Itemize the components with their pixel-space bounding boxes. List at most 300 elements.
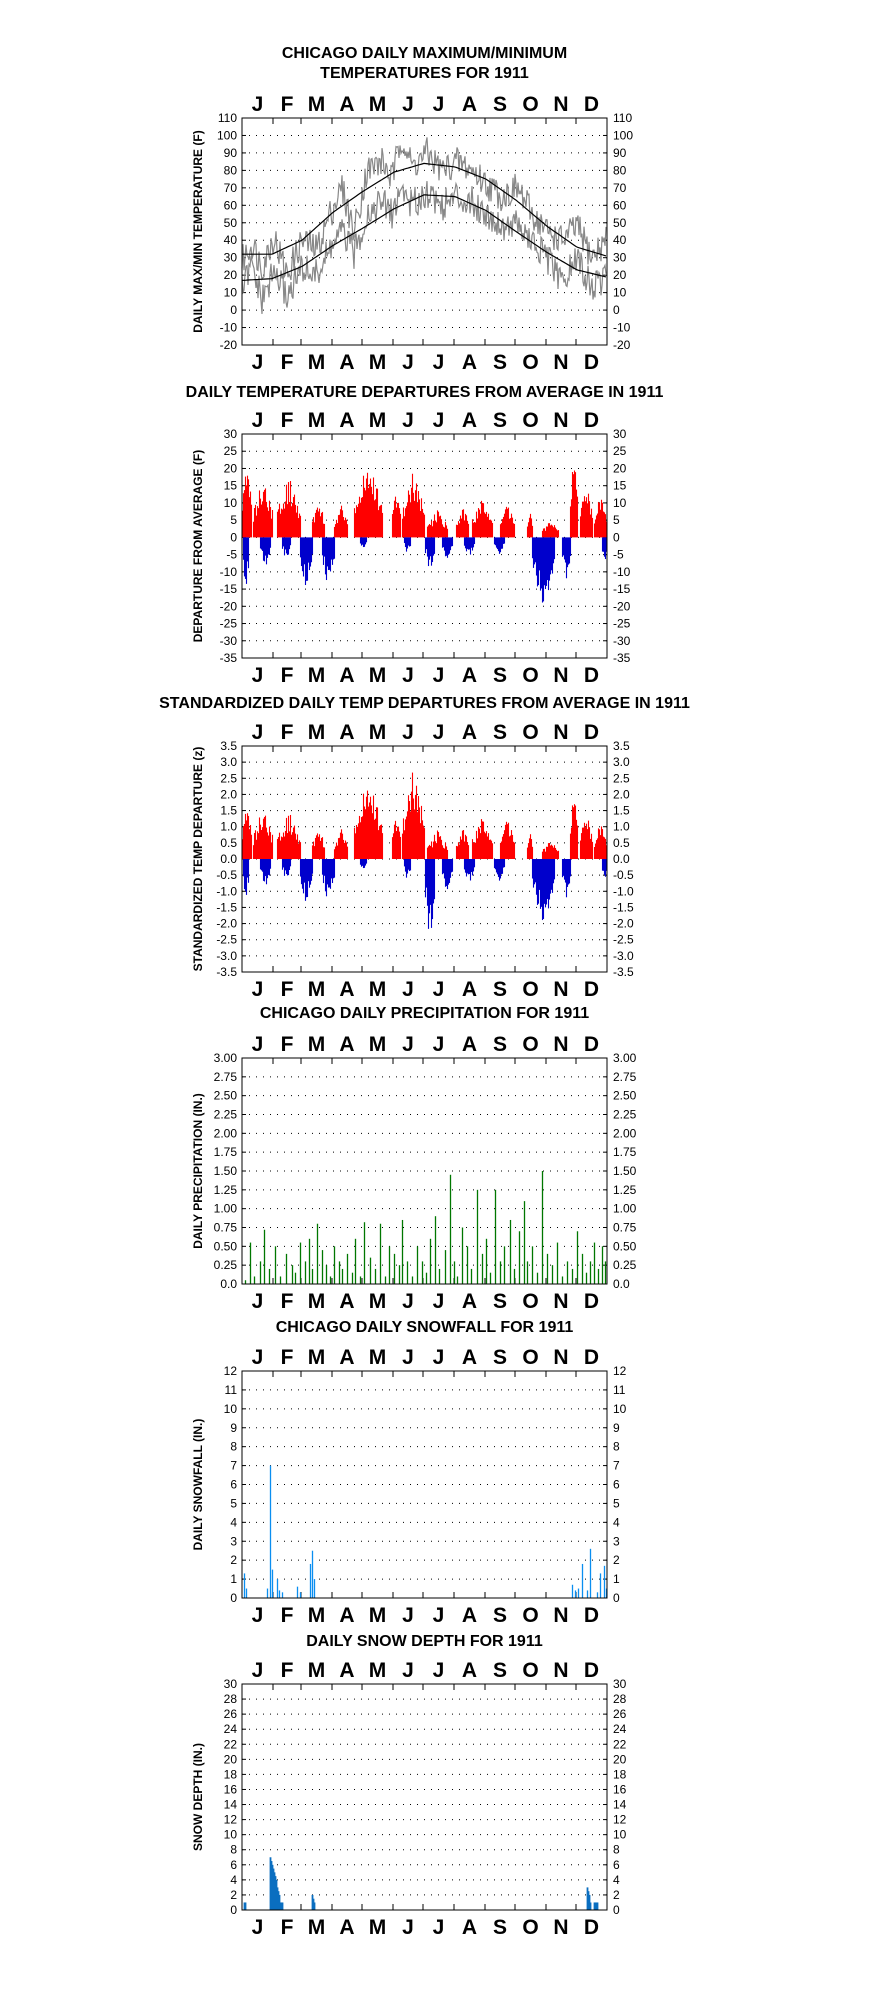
month-label-bottom: J — [432, 978, 445, 1001]
y-tick-right: 11 — [613, 1382, 626, 1397]
month-label-top: D — [583, 1659, 600, 1682]
y-axis-label: DAILY MAX/MIN TEMPERATURE (F) — [191, 130, 205, 333]
y-tick-left: 15 — [223, 478, 237, 493]
y-tick-right: -20 — [613, 599, 631, 614]
chart-precip — [191, 1005, 637, 1313]
month-label-bottom: A — [339, 1290, 355, 1313]
month-label-top: J — [402, 721, 414, 744]
month-label-top: J — [432, 409, 445, 432]
y-tick-right: -10 — [613, 320, 631, 335]
y-tick-right: 2.5 — [613, 771, 630, 786]
y-tick-left: -2.0 — [216, 916, 237, 931]
month-label-top: S — [492, 93, 508, 116]
y-tick-left: 5 — [230, 1496, 237, 1511]
y-tick-right: 10 — [613, 285, 627, 300]
y-tick-right: 0.0 — [613, 1277, 630, 1291]
month-label-bottom: S — [492, 978, 508, 1001]
month-label-bottom: J — [402, 978, 414, 1001]
plot-frame — [242, 1684, 607, 1910]
y-tick-left: 8 — [230, 1842, 237, 1857]
month-label-bottom: J — [402, 351, 414, 374]
y-tick-left: 25 — [223, 444, 237, 459]
y-tick-left: 22 — [223, 1737, 237, 1752]
y-tick-left: 1.50 — [213, 1164, 237, 1178]
month-label-top: S — [492, 1659, 508, 1682]
month-label-bottom: S — [492, 664, 508, 687]
y-tick-right: 0 — [613, 303, 620, 318]
y-tick-right: 0.0 — [613, 852, 630, 866]
y-tick-right: 110 — [613, 111, 633, 125]
y-tick-right: 16 — [613, 1782, 627, 1797]
month-label-top: J — [432, 93, 445, 116]
month-label-bottom: N — [553, 978, 569, 1001]
month-label-bottom: J — [251, 1916, 264, 1939]
y-tick-right: 5 — [613, 513, 620, 528]
month-label-top: A — [461, 1659, 478, 1682]
y-tick-left: -30 — [219, 633, 237, 648]
y-tick-right: 4 — [613, 1515, 620, 1530]
y-tick-right: 5 — [613, 1496, 620, 1511]
y-tick-right: 0 — [613, 1903, 620, 1917]
month-label-bottom: S — [492, 351, 508, 374]
y-tick-right: 80 — [613, 163, 627, 178]
y-tick-right: 0.50 — [613, 1239, 637, 1254]
y-tick-left: 4 — [230, 1872, 237, 1887]
y-tick-left: 30 — [223, 1677, 237, 1691]
month-label-bottom: J — [251, 664, 264, 687]
y-tick-right: 3.0 — [613, 755, 630, 770]
month-label-top: J — [432, 1033, 445, 1056]
month-label-top: O — [522, 93, 539, 116]
y-tick-left: -10 — [219, 564, 237, 579]
month-label-top: A — [339, 1346, 355, 1369]
y-tick-left: 1.75 — [213, 1145, 237, 1160]
chart-std — [159, 695, 690, 1001]
y-axis-label: SNOW DEPTH (IN.) — [191, 1743, 205, 1851]
chart-title: STANDARDIZED DAILY TEMP DEPARTURES FROM AVERAGE IN 1911 — [159, 695, 690, 712]
month-label-top: A — [461, 721, 478, 744]
y-tick-right: 2 — [613, 1887, 620, 1902]
y-tick-right: -1.0 — [613, 884, 634, 899]
month-label-bottom: M — [307, 664, 326, 687]
month-label-bottom: J — [432, 1916, 445, 1939]
month-label-bottom: M — [368, 1916, 387, 1939]
y-tick-left: 20 — [223, 268, 237, 283]
month-label-top: S — [492, 1033, 508, 1056]
month-label-bottom: J — [432, 664, 445, 687]
y-axis-label: DAILY SNOWFALL (IN.) — [191, 1418, 205, 1551]
y-tick-left: 2 — [230, 1553, 237, 1568]
month-label-bottom: J — [432, 1604, 445, 1627]
y-tick-left: 40 — [223, 233, 237, 248]
month-label-bottom: O — [522, 1290, 539, 1313]
month-label-top: A — [461, 1346, 478, 1369]
y-tick-right: 2.00 — [613, 1126, 637, 1141]
month-label-bottom: A — [339, 1916, 355, 1939]
y-tick-right: 0.75 — [613, 1220, 637, 1235]
y-tick-left: 2 — [230, 1887, 237, 1902]
y-tick-right: 2.50 — [613, 1088, 637, 1103]
month-label-top: J — [402, 409, 414, 432]
y-tick-left: -35 — [219, 651, 237, 665]
y-tick-left: 1.25 — [213, 1182, 237, 1197]
y-tick-right: -5 — [613, 547, 624, 562]
month-label-top: A — [339, 721, 355, 744]
y-tick-right: 1.00 — [613, 1201, 637, 1216]
y-tick-right: 4 — [613, 1872, 620, 1887]
month-label-bottom: N — [553, 351, 569, 374]
month-label-bottom: A — [461, 978, 478, 1001]
y-tick-right: 12 — [613, 1812, 627, 1827]
month-label-top: J — [251, 1033, 264, 1056]
month-label-bottom: J — [432, 351, 445, 374]
y-tick-left: 2.00 — [213, 1126, 237, 1141]
y-tick-right: -15 — [613, 582, 631, 597]
chart-dep — [186, 384, 664, 687]
month-label-bottom: O — [522, 664, 539, 687]
month-label-top: J — [402, 1346, 414, 1369]
month-label-bottom: M — [368, 978, 387, 1001]
month-label-top: F — [280, 1346, 294, 1369]
month-label-top: M — [307, 1033, 326, 1056]
y-tick-right: 1.5 — [613, 803, 630, 818]
month-label-bottom: A — [461, 1290, 478, 1313]
month-label-bottom: M — [307, 351, 326, 374]
month-label-bottom: F — [280, 978, 294, 1001]
month-label-bottom: D — [583, 1290, 600, 1313]
y-tick-right: -2.5 — [613, 932, 634, 947]
y-tick-right: 2.75 — [613, 1069, 637, 1084]
y-tick-left: 4 — [230, 1515, 237, 1530]
month-label-top: J — [402, 93, 414, 116]
y-tick-right: 40 — [613, 233, 627, 248]
y-tick-left: 80 — [223, 163, 237, 178]
month-label-bottom: A — [461, 1916, 478, 1939]
y-tick-left: 3 — [230, 1534, 237, 1549]
month-label-bottom: N — [553, 664, 569, 687]
y-tick-left: 50 — [223, 215, 237, 230]
month-label-top: M — [368, 409, 387, 432]
y-tick-right: -30 — [613, 633, 631, 648]
y-tick-left: 0.0 — [220, 1277, 237, 1291]
month-label-bottom: N — [553, 1290, 569, 1313]
y-tick-left: 2.5 — [220, 771, 237, 786]
month-label-top: D — [583, 721, 600, 744]
month-label-bottom: A — [461, 1604, 478, 1627]
chart-title: CHICAGO DAILY PRECIPITATION FOR 1911 — [259, 1005, 590, 1022]
y-tick-left: 70 — [223, 180, 237, 195]
y-tick-left: 10 — [223, 285, 237, 300]
month-label-bottom: N — [553, 1604, 569, 1627]
chart-title: DAILY TEMPERATURE DEPARTURES FROM AVERAGE IN 1911 — [185, 384, 664, 401]
month-label-top: M — [307, 93, 326, 116]
month-label-top: N — [553, 1659, 569, 1682]
month-label-bottom: N — [553, 1916, 569, 1939]
y-tick-left: -2.5 — [216, 932, 237, 947]
y-tick-left: 1.5 — [220, 803, 237, 818]
y-tick-left: 1.0 — [220, 819, 237, 834]
month-label-top: D — [583, 1346, 600, 1369]
month-label-top: D — [583, 409, 600, 432]
month-label-top: J — [402, 1033, 414, 1056]
month-label-bottom: O — [522, 978, 539, 1001]
y-tick-right: 15 — [613, 478, 627, 493]
y-tick-left: -3.0 — [216, 948, 237, 963]
month-label-bottom: M — [368, 351, 387, 374]
month-label-top: N — [553, 409, 569, 432]
y-tick-left: 20 — [223, 1752, 237, 1767]
y-tick-left: 10 — [223, 1401, 237, 1416]
month-label-top: A — [461, 1033, 478, 1056]
y-tick-right: 1.75 — [613, 1145, 637, 1160]
y-tick-right: 14 — [613, 1797, 627, 1812]
month-label-top: O — [522, 1346, 539, 1369]
month-label-bottom: F — [280, 1290, 294, 1313]
month-label-bottom: A — [339, 351, 355, 374]
month-label-top: J — [402, 1659, 414, 1682]
month-label-bottom: A — [461, 664, 478, 687]
y-tick-right: 100 — [613, 128, 634, 143]
y-axis-label: DEPARTURE FROM AVERAGE (F) — [191, 449, 205, 643]
month-label-bottom: D — [583, 978, 600, 1001]
month-label-top: N — [553, 93, 569, 116]
month-label-top: N — [553, 1033, 569, 1056]
chart-title: TEMPERATURES FOR 1911 — [320, 65, 529, 82]
month-label-top: A — [461, 409, 478, 432]
y-tick-left: -3.5 — [216, 965, 237, 979]
month-label-top: N — [553, 721, 569, 744]
y-tick-right: 26 — [613, 1707, 627, 1722]
month-label-top: O — [522, 409, 539, 432]
month-label-top: D — [583, 1033, 600, 1056]
month-label-top: J — [432, 1346, 445, 1369]
y-tick-left: 2.0 — [220, 787, 237, 802]
y-tick-right: 8 — [613, 1842, 620, 1857]
month-label-bottom: A — [339, 1604, 355, 1627]
month-label-top: F — [280, 1033, 294, 1056]
chart-temp — [191, 45, 633, 374]
y-tick-right: 10 — [613, 495, 627, 510]
month-label-bottom: F — [280, 1604, 294, 1627]
month-label-top: M — [307, 721, 326, 744]
y-tick-right: 8 — [613, 1439, 620, 1454]
y-tick-right: 20 — [613, 268, 627, 283]
series-line-normal-minimum — [242, 195, 606, 281]
month-label-bottom: A — [339, 664, 355, 687]
y-tick-left: -1.5 — [216, 900, 237, 915]
y-tick-right: 18 — [613, 1767, 627, 1782]
month-label-top: F — [280, 93, 294, 116]
y-tick-right: -20 — [613, 338, 631, 352]
month-label-bottom: S — [492, 1916, 508, 1939]
month-label-bottom: F — [280, 664, 294, 687]
y-tick-left: 0.0 — [220, 852, 237, 866]
month-label-bottom: D — [583, 1916, 600, 1939]
y-axis-label: DAILY PRECIPITATION (IN.) — [191, 1093, 205, 1249]
y-tick-left: 0.50 — [213, 1239, 237, 1254]
month-label-bottom: J — [402, 1604, 414, 1627]
y-tick-left: 3.0 — [220, 755, 237, 770]
month-label-bottom: J — [402, 664, 414, 687]
y-tick-left: -20 — [219, 599, 237, 614]
month-label-bottom: M — [307, 1290, 326, 1313]
month-label-top: O — [522, 1659, 539, 1682]
month-label-bottom: O — [522, 351, 539, 374]
y-tick-left: 26 — [223, 1707, 237, 1722]
chart-snow — [191, 1319, 627, 1627]
y-tick-right: 0.25 — [613, 1258, 637, 1273]
month-label-top: A — [461, 93, 478, 116]
y-tick-right: -0.5 — [613, 868, 634, 883]
y-tick-right: -2.0 — [613, 916, 634, 931]
y-tick-left: 1.00 — [213, 1201, 237, 1216]
month-label-top: F — [280, 409, 294, 432]
month-label-top: J — [432, 1659, 445, 1682]
chart-title: CHICAGO DAILY SNOWFALL FOR 1911 — [275, 1319, 574, 1336]
month-label-top: M — [307, 409, 326, 432]
y-tick-right: 30 — [613, 427, 627, 441]
y-tick-right: 28 — [613, 1692, 627, 1707]
month-label-top: N — [553, 1346, 569, 1369]
month-label-bottom: A — [461, 351, 478, 374]
month-label-top: J — [251, 1346, 264, 1369]
month-label-bottom: M — [307, 978, 326, 1001]
y-tick-right: 1.25 — [613, 1182, 637, 1197]
y-axis-label: STANDARDIZED TEMP DEPARTURE (z) — [191, 746, 205, 972]
month-label-bottom: S — [492, 1604, 508, 1627]
month-label-top: A — [339, 1659, 355, 1682]
month-label-bottom: F — [280, 1916, 294, 1939]
y-tick-left: 2.25 — [213, 1107, 237, 1122]
y-tick-right: 1.50 — [613, 1164, 637, 1178]
y-tick-left: 0 — [230, 303, 237, 318]
month-label-top: S — [492, 1346, 508, 1369]
y-tick-right: 2.25 — [613, 1107, 637, 1122]
y-tick-left: -25 — [219, 616, 237, 631]
month-label-bottom: D — [583, 1604, 600, 1627]
y-tick-right: 10 — [613, 1827, 627, 1842]
y-tick-left: -15 — [219, 582, 237, 597]
y-tick-left: -10 — [219, 320, 237, 335]
month-label-top: A — [339, 93, 355, 116]
month-label-top: O — [522, 721, 539, 744]
month-label-bottom: A — [339, 978, 355, 1001]
month-label-top: J — [251, 721, 264, 744]
month-label-bottom: D — [583, 351, 600, 374]
month-label-bottom: M — [368, 1290, 387, 1313]
y-tick-right: 6 — [613, 1477, 620, 1492]
y-tick-right: 10 — [613, 1401, 627, 1416]
y-tick-left: 3.00 — [213, 1051, 237, 1065]
y-tick-left: 11 — [224, 1382, 237, 1397]
y-tick-left: 3.5 — [220, 739, 237, 753]
month-label-bottom: M — [368, 664, 387, 687]
month-label-top: J — [251, 1659, 264, 1682]
y-tick-right: 50 — [613, 215, 627, 230]
y-tick-left: 110 — [217, 111, 237, 125]
y-tick-left: 0 — [230, 1591, 237, 1605]
y-tick-left: 28 — [223, 1692, 237, 1707]
y-tick-right: 0.5 — [613, 835, 630, 850]
y-tick-right: 90 — [613, 145, 627, 160]
month-label-bottom: J — [251, 1604, 264, 1627]
y-tick-left: 30 — [223, 250, 237, 265]
y-tick-left: -1.0 — [216, 884, 237, 899]
y-tick-right: -3.0 — [613, 948, 634, 963]
month-label-bottom: O — [522, 1604, 539, 1627]
y-tick-right: 3.5 — [613, 739, 630, 753]
month-label-bottom: J — [251, 351, 264, 374]
y-tick-left: 5 — [230, 513, 237, 528]
y-tick-right: 0 — [613, 530, 620, 545]
y-tick-left: 90 — [223, 145, 237, 160]
month-label-bottom: J — [251, 978, 264, 1001]
y-tick-right: 1.0 — [613, 819, 630, 834]
y-tick-left: -5 — [226, 547, 237, 562]
month-label-top: M — [307, 1659, 326, 1682]
month-label-top: M — [368, 93, 387, 116]
month-label-top: O — [522, 1033, 539, 1056]
y-tick-right: 7 — [613, 1458, 620, 1473]
y-tick-right: -35 — [613, 651, 631, 665]
month-label-bottom: S — [492, 1290, 508, 1313]
y-tick-left: 24 — [223, 1722, 237, 1737]
y-tick-right: 24 — [613, 1722, 627, 1737]
y-tick-right: 20 — [613, 461, 627, 476]
month-label-bottom: J — [402, 1290, 414, 1313]
month-label-bottom: O — [522, 1916, 539, 1939]
month-label-bottom: M — [368, 1604, 387, 1627]
y-tick-right: 1 — [613, 1572, 620, 1587]
y-tick-left: 2.75 — [213, 1069, 237, 1084]
y-tick-right: -25 — [613, 616, 631, 631]
chart-depth — [191, 1633, 627, 1939]
month-label-bottom: J — [432, 1290, 445, 1313]
y-tick-right: 30 — [613, 1677, 627, 1691]
month-label-bottom: M — [307, 1916, 326, 1939]
chart-title: CHICAGO DAILY MAXIMUM/MINIMUM — [281, 45, 568, 62]
y-tick-right: -10 — [613, 564, 631, 579]
y-tick-left: 12 — [223, 1812, 237, 1827]
month-label-top: M — [368, 721, 387, 744]
month-label-top: S — [492, 721, 508, 744]
y-tick-right: 60 — [613, 198, 627, 213]
y-tick-left: 6 — [230, 1477, 237, 1492]
month-label-bottom: F — [280, 351, 294, 374]
y-tick-right: 30 — [613, 250, 627, 265]
y-tick-left: 18 — [223, 1767, 237, 1782]
month-label-bottom: M — [307, 1604, 326, 1627]
y-tick-right: -3.5 — [613, 965, 634, 979]
y-tick-left: 9 — [230, 1420, 237, 1435]
y-tick-right: 6 — [613, 1857, 620, 1872]
month-label-top: M — [307, 1346, 326, 1369]
month-label-top: F — [280, 721, 294, 744]
month-label-top: F — [280, 1659, 294, 1682]
month-label-top: J — [432, 721, 445, 744]
y-tick-left: 12 — [223, 1364, 237, 1378]
y-tick-right: 9 — [613, 1420, 620, 1435]
month-label-bottom: J — [402, 1916, 414, 1939]
month-label-top: M — [368, 1659, 387, 1682]
month-label-top: A — [339, 409, 355, 432]
y-tick-left: 30 — [223, 427, 237, 441]
y-tick-left: 8 — [230, 1439, 237, 1454]
month-label-top: M — [368, 1346, 387, 1369]
month-label-bottom: J — [251, 1290, 264, 1313]
y-tick-left: 2.50 — [213, 1088, 237, 1103]
month-label-top: D — [583, 93, 600, 116]
